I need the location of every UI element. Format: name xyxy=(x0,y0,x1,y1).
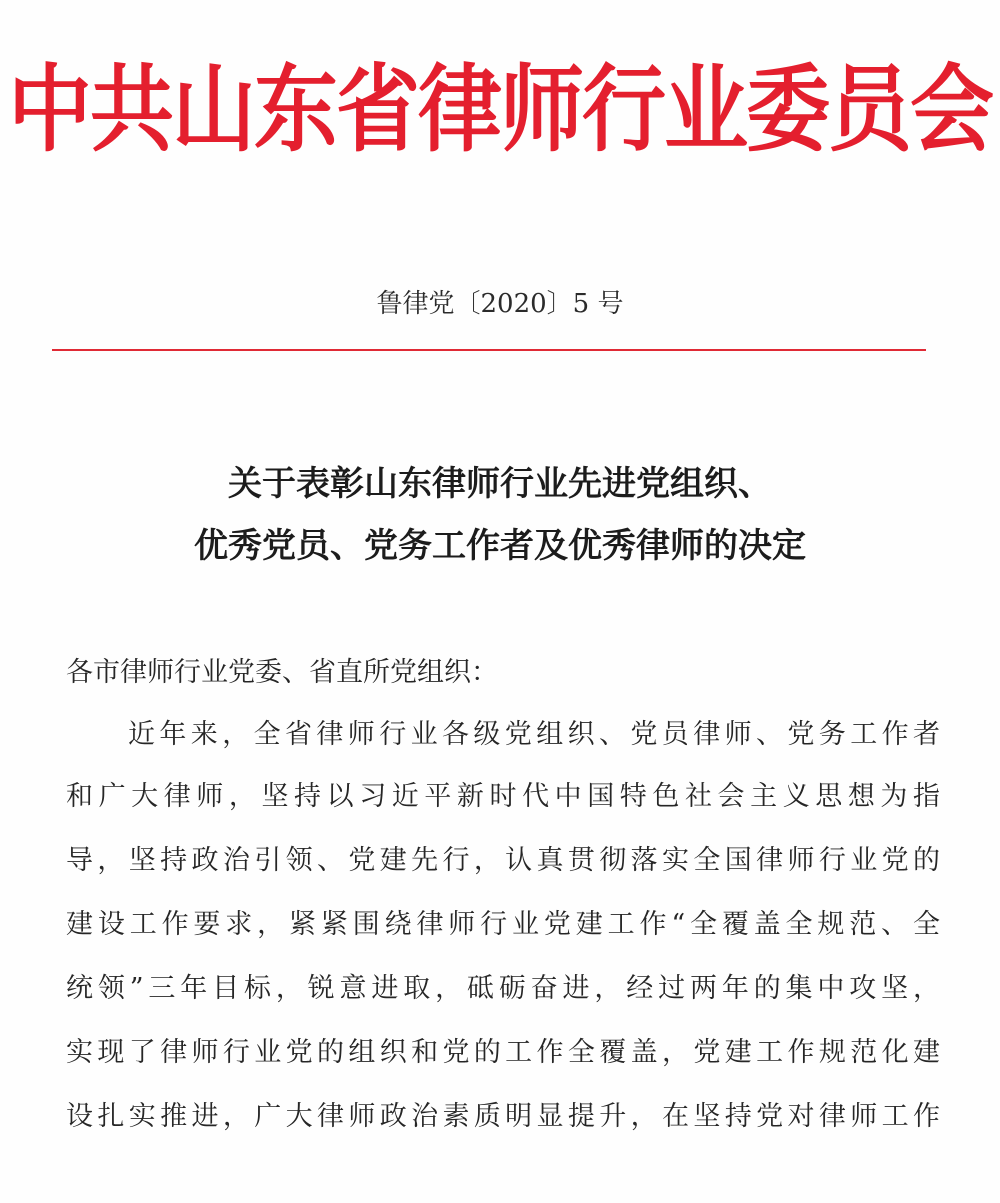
issuing-organization-header: 中共山东省律师行业委员会 xyxy=(7,54,992,165)
document-number: 鲁律党〔2020〕5 号 xyxy=(376,289,624,319)
document-title-line-1: 关于表彰山东律师行业先进党组织、 xyxy=(228,464,772,504)
red-divider-rule xyxy=(52,349,926,351)
body-text-line: 统领”三年目标，锐意进取，砥砺奋进，经过两年的集中攻坚， xyxy=(66,973,940,1004)
salutation: 各市律师行业党委、省直所党组织： xyxy=(66,657,498,688)
body-text-line: 近年来，全省律师行业各级党组织、党员律师、党务工作者 xyxy=(128,719,940,750)
body-text-line: 导，坚持政治引领、党建先行，认真贯彻落实全国律师行业党的 xyxy=(66,845,940,876)
body-text-line: 设扎实推进，广大律师政治素质明显提升，在坚持党对律师工作 xyxy=(66,1101,940,1132)
body-text-line: 和广大律师，坚持以习近平新时代中国特色社会主义思想为指 xyxy=(66,781,940,812)
body-text-line: 建设工作要求，紧紧围绕律师行业党建工作“全覆盖全规范、全 xyxy=(66,909,940,940)
body-text-line: 实现了律师行业党的组织和党的工作全覆盖，党建工作规范化建 xyxy=(66,1037,940,1068)
document-title-line-2: 优秀党员、党务工作者及优秀律师的决定 xyxy=(194,526,806,566)
